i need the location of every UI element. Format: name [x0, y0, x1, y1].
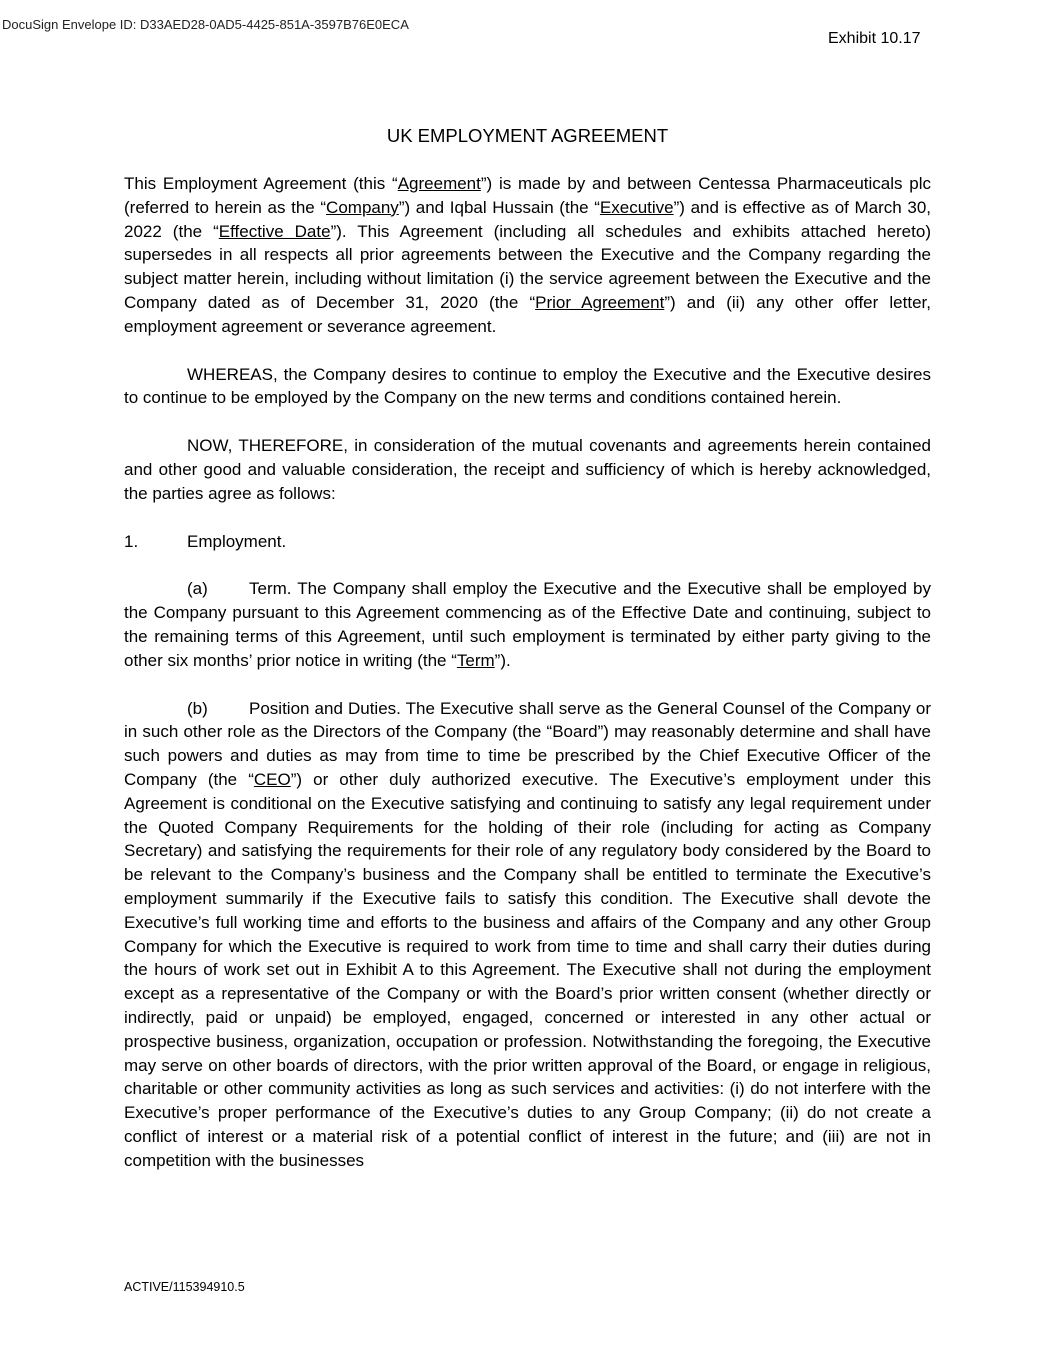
- defined-term-company: Company: [326, 197, 399, 217]
- defined-term-term: Term: [456, 650, 495, 670]
- section-title: Employment.: [187, 531, 287, 551]
- defined-term-agreement: Agreement: [397, 174, 481, 193]
- now-therefore-paragraph: NOW, THEREFORE, in consideration of the mutual covenants and agreements herein contained and other good and valuable consideration, the receipt and sufficiency of which is hereby acknowledged, the parties agree as follows:: [124, 436, 931, 503]
- section-number: 1.: [124, 531, 139, 551]
- intro-text: ”) and Iqbal Hussain (the “: [398, 197, 600, 217]
- intro-text: ”) and is effective as of March 30, 2022 (the “: [124, 197, 932, 241]
- document-reference-footer: ACTIVE/115394910.5: [124, 1280, 245, 1294]
- clause-a-term: [124, 577, 931, 672]
- clause-label: (b): [187, 698, 208, 718]
- document-body: [124, 172, 931, 1172]
- defined-term-ceo: CEO: [253, 769, 291, 789]
- clause-b-position-and-duties: [124, 697, 931, 1173]
- defined-term-prior-agreement: Prior Agreement: [535, 292, 665, 312]
- intro-paragraph: [124, 172, 931, 339]
- intro-text: ”). This Agreement (including all schedules and exhibits attached hereto) supersedes in all respects all prior agreements between the Executive and the Company regarding the subject matter herein, including without limitation (i) the service agreement between the Executive and the Company dated as of December 31, 2020 (the “: [124, 221, 931, 312]
- defined-term-executive: Executive: [599, 197, 674, 217]
- clause-label: (a): [187, 579, 208, 599]
- defined-term-effective-date: Effective Date: [218, 221, 331, 241]
- intro-text: ”) is made by and between Centessa Pharmaceuticals plc (referred to herein as the “: [124, 174, 932, 217]
- intro-text: ”) and (ii) any other offer letter, employment agreement or severance agreement.: [124, 292, 931, 336]
- clause-text: Term. The Company shall employ the Executive and the Executive shall be employed by the Company pursuant to this Agreement commencing as of the Effective Date and continuing, subject to the remaining terms of this Agreement, until such employment is terminated by either party giving to the other six months’ prior notice in writing (the “: [124, 579, 931, 670]
- section-heading-employment: [124, 530, 931, 554]
- clause-text: Position and Duties. The Executive shall serve as the General Counsel of the Company or in such other role as the Directors of the Company (the “Board”) may reasonably determine and shall have such powers and duties as may from time to time be prescribed by the Chief Executive Officer of the Company (the “: [124, 698, 931, 789]
- intro-text: This Employment Agreement (this “: [124, 174, 398, 193]
- exhibit-number: Exhibit 10.17: [828, 30, 921, 47]
- clause-text: ”) or other duly authorized executive. The Executive’s employment under this Agreement is conditional on the Executive satisfying and continuing to satisfy any legal requirement under the Quoted Company Requirements for the holding of their role (including for acting as Company Secretary) and satisfying the requirements for their role of any regulatory body considered by the Board to be relevant to the Company’s business and the Company shall be entitled to terminate the Executive’s employment summarily if the Executive fails to satisfy this condition. The Executive shall devote the Executive’s full working time and efforts to the business and affairs of the Company and any other Group Company for which the Executive is required to work from time to time and shall carry their duties during the hours of work set out in Exhibit A to this Agreement. The Executive shall not during the employment except as a representative of the Company or with the Board’s prior written consent (whether directly or indirectly, paid or unpaid) be employed, engaged, concerned or interested in any other actual or prospective business, organization, occupation or profession. Notwithstanding the foregoing, the Executive may serve on other boards of directors, with the prior written approval of the Board, or engage in religious, charitable or other community activities as long as such services and activities: (i) do not interfere with the Executive’s proper performance of the Executive’s duties to any Group Company; (ii) do not create a conflict of interest or a material risk of a potential conflict of interest in the future; and (iii) are not in competition with the businesses: [124, 769, 931, 1170]
- whereas-paragraph: WHEREAS, the Company desires to continue to employ the Executive and the Executive desires to continue to be employed by the Company on the new terms and conditions contained herein.: [124, 364, 931, 408]
- document-title: UK EMPLOYMENT AGREEMENT: [386, 125, 669, 146]
- clause-text: ”).: [494, 650, 511, 670]
- docusign-envelope-id: DocuSign Envelope ID: D33AED28-0AD5-4425-851A-3597B76E0ECA: [2, 17, 409, 32]
